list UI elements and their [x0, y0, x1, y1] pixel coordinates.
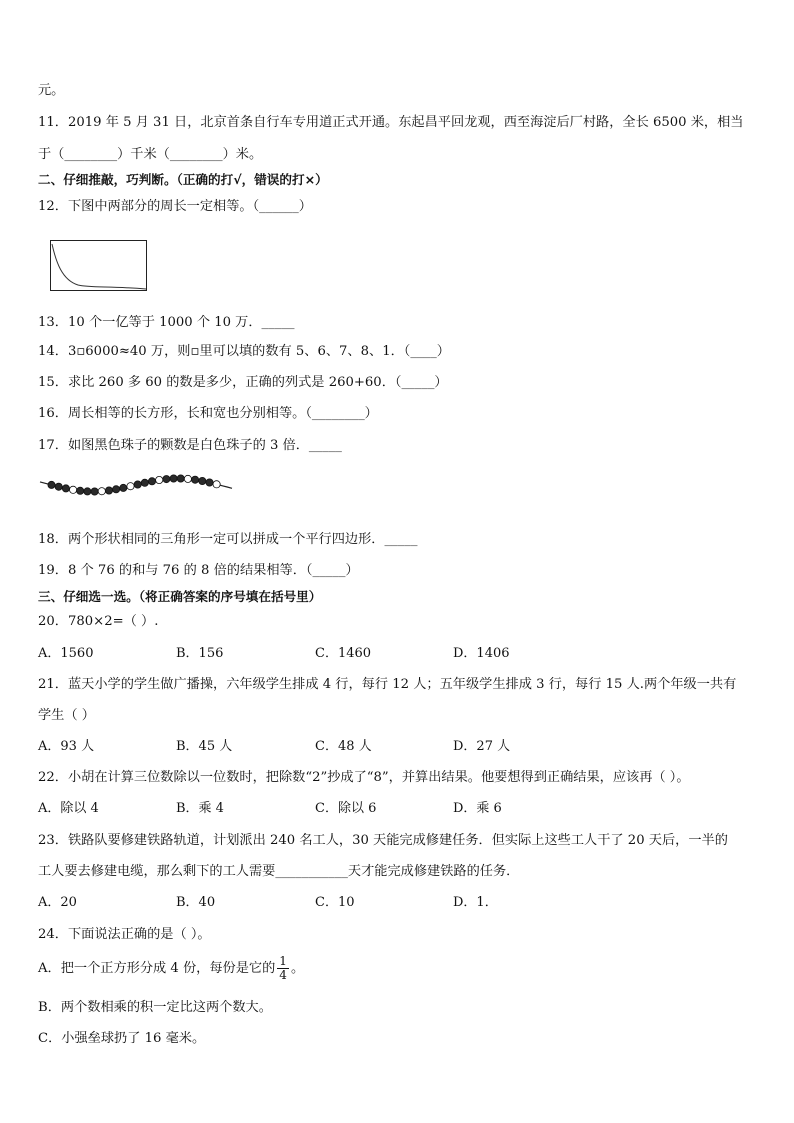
- black-bead: [77, 487, 84, 494]
- option-d: D．27 人: [453, 739, 511, 754]
- text-line-yuan: 元。: [38, 83, 65, 98]
- white-bead: [213, 481, 220, 488]
- option-a: A．20: [38, 895, 77, 910]
- question-21-line2: 学生（ ）: [38, 708, 95, 723]
- option-b: B．乘 4: [176, 801, 224, 816]
- bead-string-figure: [38, 470, 238, 510]
- fraction-numerator: 1: [279, 954, 287, 968]
- question-23-options: [38, 894, 738, 912]
- option-c: C．除以 6: [315, 801, 377, 816]
- fraction-denominator: 4: [279, 968, 287, 982]
- question-21-line1: 21．蓝天小学的学生做广播操，六年级学生排成 4 行，每行 12 人；五年级学生排成 3 行，每行 15 人.两个年级一共有: [38, 677, 737, 692]
- black-bead: [206, 479, 213, 486]
- question-11-line1: 11．2019 年 5 月 31 日，北京首条自行车专用道正式开通。东起昌平回龙观，西至海淀后厂村路，全长 6500 米，相当: [38, 115, 744, 130]
- black-bead: [48, 481, 55, 488]
- black-bead: [84, 488, 91, 495]
- black-bead: [134, 481, 141, 488]
- question-24-option-b: B．两个数相乘的积一定比这两个数大。: [38, 1000, 272, 1015]
- question-24: 24．下面说法正确的是（ ）。: [38, 927, 211, 942]
- black-bead: [55, 483, 62, 490]
- question-13: 13．10 个一亿等于 1000 个 10 万．_____: [38, 315, 295, 330]
- question-21-options: [38, 738, 738, 756]
- white-bead: [184, 475, 191, 482]
- section-3-heading: 三、仔细选一选。（将正确答案的序号填在括号里）: [38, 589, 322, 604]
- question-23-line1: 23．铁路队要修建铁路轨道，计划派出 240 名工人，30 天能完成修建任务．但实际上这些工人干了 20 天后，一半的: [38, 833, 728, 848]
- black-bead: [141, 479, 148, 486]
- question-20: 20．780×2=（ ）.: [38, 614, 159, 629]
- question-23-line2: 工人要去修建电缆，那么剩下的工人需要___________天才能完成修建铁路的任务．: [38, 864, 520, 879]
- question-11-line2: 于（________）千米（________）米。: [38, 147, 263, 162]
- option-a-period: 。: [290, 961, 305, 976]
- question-12: 12．下图中两部分的周长一定相等。（______）: [38, 199, 312, 214]
- option-d: D．乘 6: [453, 801, 502, 816]
- question-20-options: [38, 645, 738, 663]
- option-c: C．1460: [315, 646, 372, 661]
- question-24-option-a: [38, 954, 304, 984]
- black-bead: [62, 485, 69, 492]
- black-bead: [177, 475, 184, 482]
- black-bead: [199, 477, 206, 484]
- option-c: C．48 人: [315, 739, 372, 754]
- option-b: B．156: [176, 646, 224, 661]
- black-bead: [105, 487, 112, 494]
- black-bead: [91, 488, 98, 495]
- black-bead: [163, 476, 170, 483]
- question-18: 18．两个形状相同的三角形一定可以拼成一个平行四边形．_____: [38, 532, 418, 547]
- fraction-one-quarter: [277, 955, 289, 982]
- option-a: A．93 人: [38, 739, 95, 754]
- option-a: A．除以 4: [38, 801, 99, 816]
- option-b: B．45 人: [176, 739, 233, 754]
- black-bead: [192, 476, 199, 483]
- question-19: 19．8 个 76 的和与 76 的 8 倍的结果相等．（_____）: [38, 563, 359, 578]
- question-15: 15．求比 260 多 60 的数是多少，正确的列式是 260+60．（_____）: [38, 375, 448, 390]
- option-a: A．1560: [38, 646, 94, 661]
- black-bead: [170, 475, 177, 482]
- black-bead: [148, 478, 155, 485]
- section-2-heading: 二、仔细推敲，巧判断。（正确的打√，错误的打×）: [38, 172, 328, 187]
- black-bead: [113, 486, 120, 493]
- white-bead: [156, 476, 163, 483]
- option-a-text: A．把一个正方形分成 4 份，每份是它的: [38, 961, 276, 976]
- question-24-option-c: C．小强垒球扔了 16 毫米。: [38, 1031, 206, 1046]
- option-d: D．1．: [453, 895, 498, 910]
- white-bead: [70, 486, 77, 493]
- white-bead: [98, 488, 105, 495]
- question-22: 22．小胡在计算三位数除以一位数时，把除数“2”抄成了“8”，并算出结果。他要想得到正确结果，应该再（ ）。: [38, 770, 690, 785]
- question-14: 14．3▫6000≈40 万，则▫里可以填的数有 5、6、7、8、1．（____）: [38, 344, 450, 359]
- black-bead: [120, 484, 127, 491]
- white-bead: [127, 483, 134, 490]
- option-b: B．40: [176, 895, 216, 910]
- question-17: 17．如图黑色珠子的颗数是白色珠子的 3 倍．_____: [38, 438, 342, 453]
- question-16: 16．周长相等的长方形，长和宽也分别相等。（________）: [38, 406, 378, 421]
- rectangle-curve-figure: [50, 240, 148, 292]
- option-c: C．10: [315, 895, 355, 910]
- question-22-options: [38, 800, 738, 818]
- option-d: D．1406: [453, 646, 510, 661]
